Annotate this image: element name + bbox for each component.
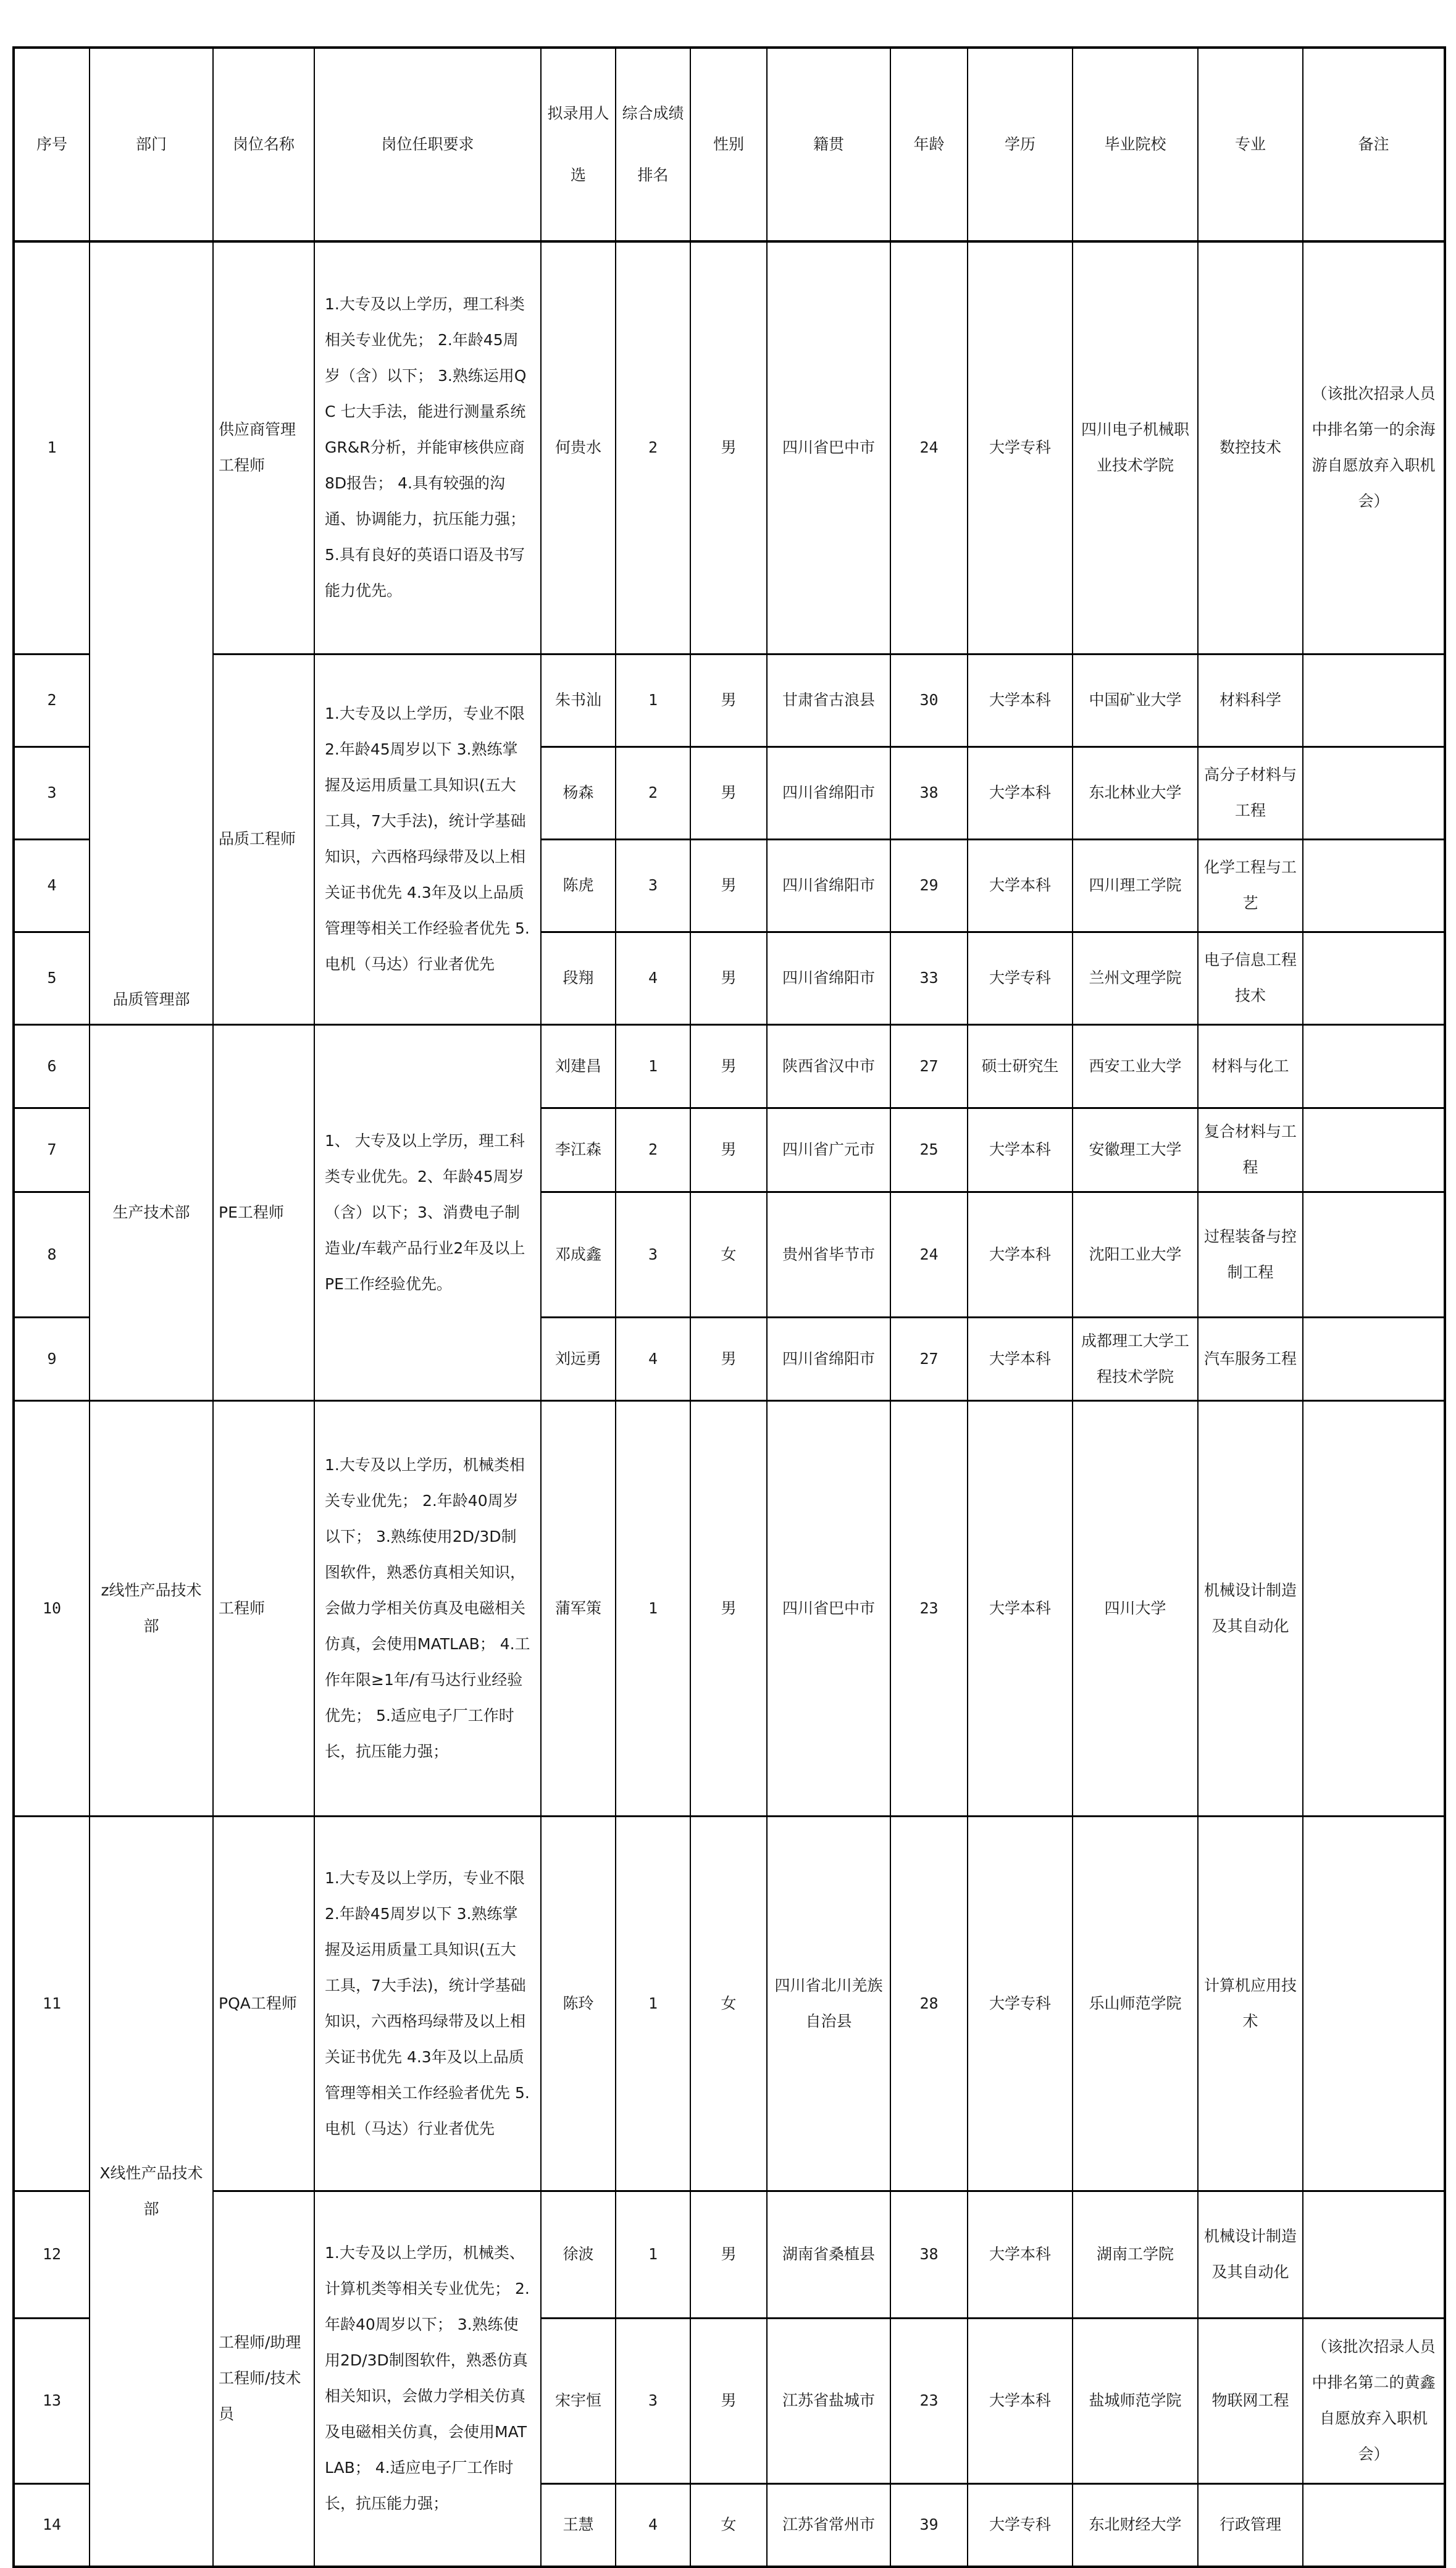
cell-rank: 4 bbox=[616, 1317, 690, 1400]
cell-remarks bbox=[1303, 1024, 1445, 1108]
cell-seq: 8 bbox=[14, 1192, 90, 1317]
cell-rank: 4 bbox=[616, 932, 690, 1024]
cell-requirements: 1.大专及以上学历，专业不限 2.年龄45周岁以下 3.熟练掌握及运用质量工具知识(五大工具，7大手法)，统计学基础知识，六西格玛绿带及以上相关证书优先 4.3年及以上品质管理等相关工作经验者优先 5.电机（马达）行业者优先 bbox=[314, 654, 541, 1024]
cell-requirements: 1.大专及以上学历，理工科类相关专业优先； 2.年龄45周岁（含）以下； 3.熟练运用QC 七大手法，能进行测量系统GR&R分析，并能审核供应商8D报告； 4.具有较强的沟通、协调能力，抗压能力强； 5.具有良好的英语口语及书写能力优先。 bbox=[314, 241, 541, 654]
cell-seq: 10 bbox=[14, 1400, 90, 1816]
table-row bbox=[14, 1400, 1445, 1816]
cell-age: 38 bbox=[890, 747, 968, 839]
cell-origin: 陕西省汉中市 bbox=[767, 1024, 890, 1108]
cell-major: 汽车服务工程 bbox=[1198, 1317, 1303, 1400]
cell-rank: 3 bbox=[616, 2318, 690, 2483]
cell-origin: 四川省北川羌族自治县 bbox=[767, 1816, 890, 2191]
cell-candidate: 杨森 bbox=[541, 747, 616, 839]
cell-rank: 4 bbox=[616, 2483, 690, 2567]
cell-origin: 江苏省常州市 bbox=[767, 2483, 890, 2567]
cell-gender: 男 bbox=[690, 932, 767, 1024]
cell-school: 中国矿业大学 bbox=[1073, 654, 1198, 747]
cell-candidate: 陈玲 bbox=[541, 1816, 616, 2191]
cell-seq: 12 bbox=[14, 2191, 90, 2318]
cell-age: 38 bbox=[890, 2191, 968, 2318]
table-row bbox=[14, 654, 1445, 747]
cell-origin: 贵州省毕节市 bbox=[767, 1192, 890, 1317]
cell-candidate: 何贵水 bbox=[541, 241, 616, 654]
cell-gender: 男 bbox=[690, 1400, 767, 1816]
cell-age: 24 bbox=[890, 241, 968, 654]
col-header-gender: 性别 bbox=[690, 48, 767, 241]
cell-remarks bbox=[1303, 839, 1445, 932]
cell-requirements: 1.大专及以上学历，专业不限 2.年龄45周岁以下 3.熟练掌握及运用质量工具知识(五大工具，7大手法)，统计学基础知识，六西格玛绿带及以上相关证书优先 4.3年及以上品质管理等相关工作经验者优先 5.电机（马达）行业者优先 bbox=[314, 1816, 541, 2191]
cell-major: 物联网工程 bbox=[1198, 2318, 1303, 2483]
cell-candidate: 王慧 bbox=[541, 2483, 616, 2567]
cell-seq: 5 bbox=[14, 932, 90, 1024]
col-header-dept: 部门 bbox=[90, 48, 213, 241]
table-row bbox=[14, 2191, 1445, 2318]
cell-requirements: 1.大专及以上学历，机械类相关专业优先； 2.年龄40周岁以下； 3.熟练使用2D/3D制图软件，熟悉仿真相关知识，会做力学相关仿真及电磁相关仿真，会使用MATLAB； 4.工作年限≥1年/有马达行业经验优先； 5.适应电子厂工作时长，抗压能力强； bbox=[314, 1400, 541, 1816]
cell-major: 过程装备与控制工程 bbox=[1198, 1192, 1303, 1317]
cell-remarks bbox=[1303, 1192, 1445, 1317]
cell-candidate: 徐波 bbox=[541, 2191, 616, 2318]
col-header-rank: 综合成绩排名 bbox=[616, 48, 690, 241]
cell-remarks bbox=[1303, 1317, 1445, 1400]
cell-rank: 2 bbox=[616, 1108, 690, 1192]
cell-dept-x-linear: X线性产品技术部 bbox=[90, 1816, 213, 2567]
cell-candidate: 蒲军策 bbox=[541, 1400, 616, 1816]
cell-position: 品质工程师 bbox=[213, 654, 314, 1024]
cell-origin: 江苏省盐城市 bbox=[767, 2318, 890, 2483]
cell-major: 数控技术 bbox=[1198, 241, 1303, 654]
col-header-education: 学历 bbox=[968, 48, 1073, 241]
cell-position: PE工程师 bbox=[213, 1024, 314, 1400]
cell-requirements: 1.大专及以上学历，机械类、计算机类等相关专业优先； 2.年龄40周岁以下； 3.熟练使用2D/3D制图软件，熟悉仿真相关知识，会做力学相关仿真及电磁相关仿真，会使用MATLAB； 4.适应电子厂工作时长，抗压能力强； bbox=[314, 2191, 541, 2567]
cell-origin: 四川省绵阳市 bbox=[767, 839, 890, 932]
cell-position: PQA工程师 bbox=[213, 1816, 314, 2191]
cell-remarks bbox=[1303, 932, 1445, 1024]
cell-school: 四川大学 bbox=[1073, 1400, 1198, 1816]
cell-school: 西安工业大学 bbox=[1073, 1024, 1198, 1108]
cell-school: 东北林业大学 bbox=[1073, 747, 1198, 839]
cell-position: 供应商管理工程师 bbox=[213, 241, 314, 654]
cell-major: 电子信息工程技术 bbox=[1198, 932, 1303, 1024]
cell-remarks bbox=[1303, 2483, 1445, 2567]
cell-age: 27 bbox=[890, 1317, 968, 1400]
cell-major: 高分子材料与工程 bbox=[1198, 747, 1303, 839]
table-row bbox=[14, 241, 1445, 654]
cell-age: 29 bbox=[890, 839, 968, 932]
cell-education: 大学本科 bbox=[968, 1400, 1073, 1816]
cell-remarks bbox=[1303, 1400, 1445, 1816]
cell-gender: 男 bbox=[690, 2318, 767, 2483]
cell-school: 沈阳工业大学 bbox=[1073, 1192, 1198, 1317]
header-row bbox=[14, 48, 1445, 241]
cell-education: 硕士研究生 bbox=[968, 1024, 1073, 1108]
cell-candidate: 陈虎 bbox=[541, 839, 616, 932]
cell-education: 大学专科 bbox=[968, 241, 1073, 654]
cell-major: 材料科学 bbox=[1198, 654, 1303, 747]
cell-candidate: 段翔 bbox=[541, 932, 616, 1024]
cell-origin: 四川省巴中市 bbox=[767, 241, 890, 654]
hiring-roster-table bbox=[12, 46, 1446, 2568]
cell-age: 23 bbox=[890, 1400, 968, 1816]
cell-age: 30 bbox=[890, 654, 968, 747]
cell-school: 安徽理工大学 bbox=[1073, 1108, 1198, 1192]
table-row bbox=[14, 1024, 1445, 1108]
cell-rank: 3 bbox=[616, 839, 690, 932]
cell-education: 大学本科 bbox=[968, 1317, 1073, 1400]
cell-seq: 1 bbox=[14, 241, 90, 654]
cell-rank: 2 bbox=[616, 241, 690, 654]
cell-major: 材料与化工 bbox=[1198, 1024, 1303, 1108]
cell-education: 大学本科 bbox=[968, 1108, 1073, 1192]
cell-school: 湖南工学院 bbox=[1073, 2191, 1198, 2318]
cell-education: 大学专科 bbox=[968, 2483, 1073, 2567]
cell-candidate: 邓成鑫 bbox=[541, 1192, 616, 1317]
col-header-position: 岗位名称 bbox=[213, 48, 314, 241]
cell-school: 东北财经大学 bbox=[1073, 2483, 1198, 2567]
cell-age: 23 bbox=[890, 2318, 968, 2483]
cell-position: 工程师 bbox=[213, 1400, 314, 1816]
cell-seq: 14 bbox=[14, 2483, 90, 2567]
cell-gender: 男 bbox=[690, 1024, 767, 1108]
cell-origin: 四川省绵阳市 bbox=[767, 932, 890, 1024]
cell-candidate: 刘远勇 bbox=[541, 1317, 616, 1400]
cell-gender: 男 bbox=[690, 241, 767, 654]
cell-remarks bbox=[1303, 1816, 1445, 2191]
cell-origin: 甘肃省古浪县 bbox=[767, 654, 890, 747]
cell-remarks bbox=[1303, 2191, 1445, 2318]
col-header-seq: 序号 bbox=[14, 48, 90, 241]
cell-major: 机械设计制造及其自动化 bbox=[1198, 2191, 1303, 2318]
cell-education: 大学专科 bbox=[968, 1816, 1073, 2191]
cell-remarks: （该批次招录人员中排名第二的黄鑫自愿放弃入职机会） bbox=[1303, 2318, 1445, 2483]
cell-school: 四川理工学院 bbox=[1073, 839, 1198, 932]
cell-remarks bbox=[1303, 747, 1445, 839]
cell-remarks: （该批次招录人员中排名第一的余海游自愿放弃入职机会） bbox=[1303, 241, 1445, 654]
col-header-candidate: 拟录用人选 bbox=[541, 48, 616, 241]
cell-seq: 9 bbox=[14, 1317, 90, 1400]
cell-seq: 4 bbox=[14, 839, 90, 932]
cell-rank: 1 bbox=[616, 1400, 690, 1816]
cell-gender: 男 bbox=[690, 839, 767, 932]
cell-major: 行政管理 bbox=[1198, 2483, 1303, 2567]
col-header-remarks: 备注 bbox=[1303, 48, 1445, 241]
cell-dept-z-linear: z线性产品技术部 bbox=[90, 1400, 213, 1816]
cell-education: 大学本科 bbox=[968, 747, 1073, 839]
cell-gender: 女 bbox=[690, 1192, 767, 1317]
cell-education: 大学专科 bbox=[968, 932, 1073, 1024]
cell-gender: 男 bbox=[690, 1108, 767, 1192]
cell-school: 乐山师范学院 bbox=[1073, 1816, 1198, 2191]
cell-seq: 7 bbox=[14, 1108, 90, 1192]
cell-education: 大学本科 bbox=[968, 2318, 1073, 2483]
cell-age: 25 bbox=[890, 1108, 968, 1192]
cell-gender: 男 bbox=[690, 654, 767, 747]
cell-major: 复合材料与工程 bbox=[1198, 1108, 1303, 1192]
cell-education: 大学本科 bbox=[968, 2191, 1073, 2318]
cell-major: 计算机应用技术 bbox=[1198, 1816, 1303, 2191]
cell-education: 大学本科 bbox=[968, 654, 1073, 747]
cell-dept-quality: 品质管理部 bbox=[90, 241, 213, 1024]
cell-education: 大学本科 bbox=[968, 1192, 1073, 1317]
cell-gender: 男 bbox=[690, 1317, 767, 1400]
cell-gender: 男 bbox=[690, 747, 767, 839]
cell-age: 24 bbox=[890, 1192, 968, 1317]
cell-school: 盐城师范学院 bbox=[1073, 2318, 1198, 2483]
cell-origin: 四川省绵阳市 bbox=[767, 1317, 890, 1400]
cell-rank: 2 bbox=[616, 747, 690, 839]
cell-origin: 四川省巴中市 bbox=[767, 1400, 890, 1816]
cell-rank: 1 bbox=[616, 2191, 690, 2318]
cell-remarks bbox=[1303, 654, 1445, 747]
col-header-major: 专业 bbox=[1198, 48, 1303, 241]
cell-origin: 四川省广元市 bbox=[767, 1108, 890, 1192]
cell-age: 28 bbox=[890, 1816, 968, 2191]
cell-origin: 四川省绵阳市 bbox=[767, 747, 890, 839]
cell-position: 工程师/助理工程师/技术员 bbox=[213, 2191, 314, 2567]
col-header-age: 年龄 bbox=[890, 48, 968, 241]
cell-remarks bbox=[1303, 1108, 1445, 1192]
cell-rank: 1 bbox=[616, 654, 690, 747]
cell-rank: 3 bbox=[616, 1192, 690, 1317]
cell-school: 成都理工大学工程技术学院 bbox=[1073, 1317, 1198, 1400]
cell-seq: 3 bbox=[14, 747, 90, 839]
cell-rank: 1 bbox=[616, 1816, 690, 2191]
cell-gender: 女 bbox=[690, 1816, 767, 2191]
cell-major: 机械设计制造及其自动化 bbox=[1198, 1400, 1303, 1816]
cell-school: 兰州文理学院 bbox=[1073, 932, 1198, 1024]
cell-requirements: 1、 大专及以上学历，理工科类专业优先。2、年龄45周岁（含）以下；3、消费电子制造业/车载产品行业2年及以上PE工作经验优先。 bbox=[314, 1024, 541, 1400]
cell-candidate: 朱书汕 bbox=[541, 654, 616, 747]
cell-age: 39 bbox=[890, 2483, 968, 2567]
cell-age: 27 bbox=[890, 1024, 968, 1108]
cell-age: 33 bbox=[890, 932, 968, 1024]
cell-seq: 13 bbox=[14, 2318, 90, 2483]
cell-seq: 6 bbox=[14, 1024, 90, 1108]
col-header-school: 毕业院校 bbox=[1073, 48, 1198, 241]
cell-dept-production: 生产技术部 bbox=[90, 1024, 213, 1400]
cell-seq: 11 bbox=[14, 1816, 90, 2191]
col-header-origin: 籍贯 bbox=[767, 48, 890, 241]
cell-gender: 男 bbox=[690, 2191, 767, 2318]
cell-rank: 1 bbox=[616, 1024, 690, 1108]
table-row bbox=[14, 1816, 1445, 2191]
cell-major: 化学工程与工艺 bbox=[1198, 839, 1303, 932]
cell-education: 大学本科 bbox=[968, 839, 1073, 932]
cell-candidate: 刘建昌 bbox=[541, 1024, 616, 1108]
cell-seq: 2 bbox=[14, 654, 90, 747]
cell-gender: 女 bbox=[690, 2483, 767, 2567]
cell-origin: 湖南省桑植县 bbox=[767, 2191, 890, 2318]
col-header-requirements: 岗位任职要求 bbox=[314, 48, 541, 241]
cell-school: 四川电子机械职业技术学院 bbox=[1073, 241, 1198, 654]
cell-candidate: 李江森 bbox=[541, 1108, 616, 1192]
cell-candidate: 宋宇恒 bbox=[541, 2318, 616, 2483]
